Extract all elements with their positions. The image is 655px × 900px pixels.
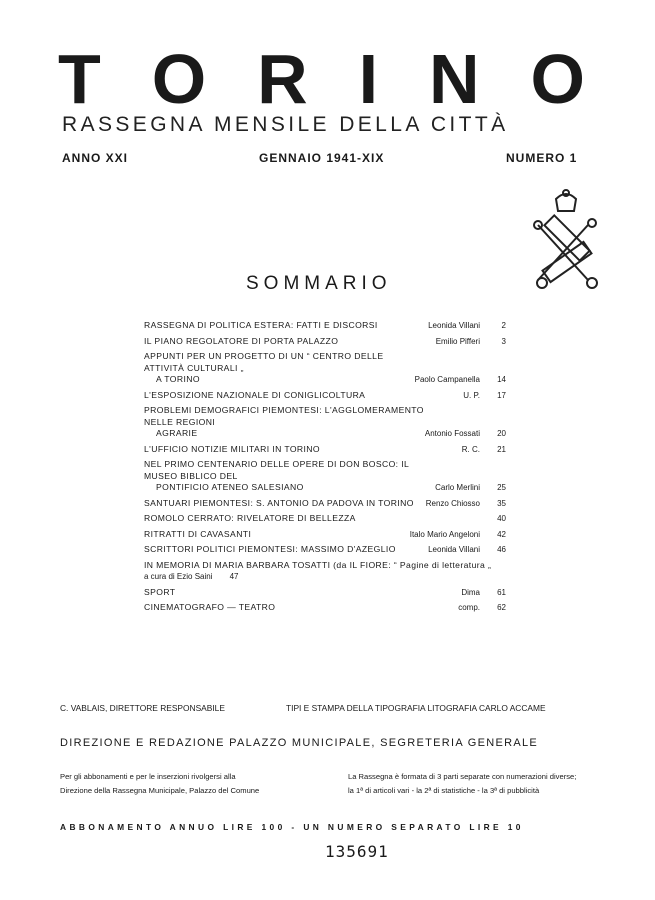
toc-entry-title: NEL PRIMO CENTENARIO DELLE OPERE DI DON BOSCO: IL MUSEO BIBLICO DEL [144,459,409,481]
issue-date: GENNAIO 1941-XIX [259,151,385,165]
toc-entry-page: 42 [497,529,506,539]
toc-entry-title: SCRITTORI POLITICI PIEMONTESI: MASSIMO D'AZEGLIO [144,544,396,554]
toc-entry [144,544,506,556]
toc-entry [144,560,506,583]
toc-entry-author: Paolo Campanella [414,375,480,384]
toc-entry-title-block [144,444,462,456]
toc-entry [144,513,506,525]
toc-entry-title-block [144,544,428,556]
contents-heading: SOMMARIO [246,273,392,294]
toc-entry-author: Emilio Pifferi [435,336,480,346]
title-letter: O [530,40,585,118]
title-letter: I [358,40,379,118]
table-of-contents [144,320,506,618]
toc-entry [144,602,506,614]
toc-entry-title-block [144,351,415,386]
toc-entry-author: Renzo Chiosso [425,498,480,508]
toc-entry-title: CINEMATOGRAFO — TEATRO [144,602,276,612]
toc-entry-author: Carlo Merlini [435,483,480,492]
inventory-number: 135691 [325,842,389,861]
toc-entry-author: Leonida Villani [428,545,480,554]
toc-entry [144,587,506,599]
toc-entry-title-block [144,405,425,440]
toc-entry-title-block [144,513,480,525]
printer-credit: TIPI E STAMPA DELLA TIPOGRAFIA LITOGRAFIA CARLO ACCAME [286,703,546,713]
toc-entry [144,529,506,541]
editorial-address: DIREZIONE E REDAZIONE PALAZZO MUNICIPALE, SEGRETERIA GENERALE [60,737,539,749]
subscription-info-line: Per gli abbonamenti e per le inserzioni rivolgersi alla [60,772,236,781]
toc-entry-author: Antonio Fossati [424,429,480,438]
director-credit: C. VABLAIS, DIRETTORE RESPONSABILE [60,703,225,713]
toc-entry-title: RASSEGNA DI POLITICA ESTERA: FATTI E DISCORSI [144,320,378,330]
toc-entry-page: 3 [501,336,506,346]
toc-entry-author: Leonida Villani [428,321,480,330]
toc-entry [144,405,506,440]
title-letter: O [151,40,207,118]
issue-year: ANNO XXI [62,151,129,165]
toc-entry [144,459,506,494]
toc-entry [144,444,506,456]
toc-entry-page: 40 [497,514,506,523]
toc-entry-author: comp. [458,603,480,612]
toc-entry-page: 25 [497,483,506,492]
toc-entry-title: IN MEMORIA DI MARIA BARBARA TOSATTI (da IL FIORE: “ Pagine di letteratura „ [144,559,492,570]
toc-entry [144,336,506,348]
toc-entry-title: APPUNTI PER UN PROGETTO DI UN “ CENTRO DELLE ATTIVITÀ CULTURALI „ [144,351,384,373]
rassegna-info [348,770,576,798]
issue-number: NUMERO 1 [506,151,578,165]
masthead-subtitle: RASSEGNA MENSILE DELLA CITTÀ [62,113,509,136]
subscription-info [60,770,259,798]
subscription-info-line: Direzione della Rassegna Municipale, Palazzo del Comune [60,786,260,795]
toc-entry-title-continued: PONTIFICIO ATENEO SALESIANO [156,482,304,492]
toc-entry-title-block [144,602,458,614]
rassegna-info-line: La Rassegna è formata di 3 parti separate con numerazioni diverse; [348,772,577,781]
toc-entry-author: Dima [461,587,480,597]
toc-entry-author: Italo Mario Angeloni [409,529,480,539]
toc-entry-title-block [144,587,461,599]
toc-entry-page: 14 [497,375,506,384]
toc-entry-page: 61 [497,587,506,597]
toc-entry-page: 20 [497,429,506,438]
title-letter: N [428,40,480,118]
toc-entry [144,498,506,510]
toc-entry-title-block [144,459,435,494]
toc-entry-title: PROBLEMI DEMOGRAFICI PIEMONTESI: L'AGGLOMERAMENTO NELLE REGIONI [144,405,424,427]
toc-entry [144,351,506,386]
subscription-price: ABBONAMENTO ANNUO LIRE 100 - UN NUMERO SEPARATO LIRE 10 [60,822,524,832]
rassegna-info-line: la 1ª di articoli vari - la 2ª di statistiche - la 3ª di pubblicità [348,786,540,795]
toc-entry-title-block [144,498,426,510]
toc-entry-title: L'ESPOSIZIONE NAZIONALE DI CONIGLICOLTURA [144,389,366,400]
toc-entry-title-block [144,320,428,332]
toc-entry-page: 62 [497,603,506,612]
toc-entry-title: L'UFFICIO NOTIZIE MILITARI IN TORINO [144,443,320,454]
toc-entry-title: SANTUARI PIEMONTESI: S. ANTONIO DA PADOVA IN TORINO [144,497,414,508]
toc-entry-title-block [144,529,410,541]
toc-entry-title-block [144,560,506,572]
toc-entry-page: 21 [497,444,506,454]
toc-entry-title-block [144,336,436,348]
toc-entry-title: ROMOLO CERRATO: RIVELATORE DI BELLEZZA [144,513,356,523]
toc-entry-author: a cura di Ezio Saini [144,572,213,581]
toc-entry-page: 46 [497,545,506,554]
toc-entry-title-block [144,390,463,402]
library-stamp-icon [518,185,616,303]
toc-entry-title-continued: A TORINO [156,374,200,384]
toc-entry-page: 35 [497,498,506,508]
toc-entry-title: RITRATTI DI CAVASANTI [144,528,252,539]
title-letter: R [257,40,308,118]
title-letter: T [58,40,101,118]
toc-entry-title: SPORT [144,586,176,597]
toc-entry-page: 17 [497,390,506,400]
toc-entry [144,390,506,402]
toc-entry-author: R. C. [461,444,480,454]
toc-entry-title-continued: AGRARIE [156,428,198,438]
toc-entry-page: 2 [501,321,506,330]
toc-entry-page: 47 [229,572,239,581]
toc-entry [144,320,506,332]
masthead-title [58,40,585,118]
toc-entry-title: IL PIANO REGOLATORE DI PORTA PALAZZO [144,335,339,346]
toc-entry-author: U. P. [463,390,480,400]
